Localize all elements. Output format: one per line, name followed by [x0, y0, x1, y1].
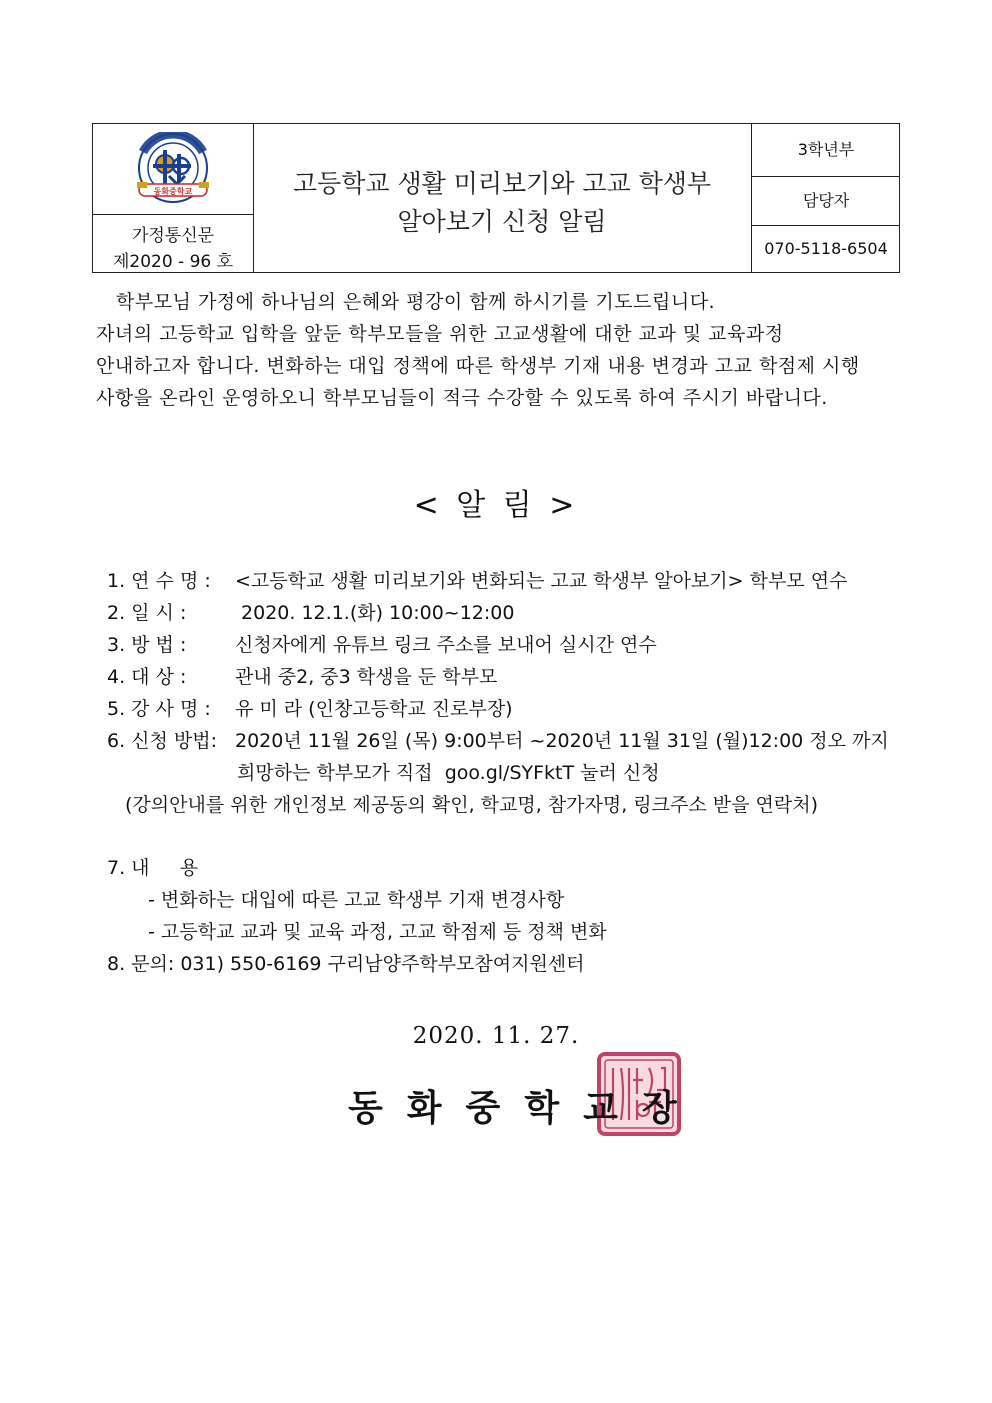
item-value: 관내 중2, 중3 학생을 둔 학부모 [235, 666, 498, 688]
intro-line1: 학부모님 가정에 하나님의 은혜와 평강이 함께 하시기를 기도드립니다. [116, 291, 716, 313]
content-sub-item: - 고등학교 교과 및 교육 과정, 고교 학점제 등 정책 변화 [148, 921, 607, 943]
item-label: 6. 신청 방법: [107, 730, 218, 752]
item-label: 2. 일 시 : [107, 602, 187, 624]
notice-number: 제2020 - 96 호 [112, 252, 234, 272]
department-label: 3학년부 [752, 124, 900, 177]
content-sub-item: - 변화하는 대입에 따른 고교 학생부 기재 변경사항 [148, 889, 565, 911]
item-value: 유 미 라 (인창고등학교 진로부장) [235, 698, 513, 720]
page-title-line1: 고등학교 생활 미리보기와 고교 학생부 [292, 169, 712, 198]
title-cell [253, 124, 751, 272]
application-note: (강의안내를 위한 개인정보 제공동의 확인, 학교명, 참가자명, 링크주소 받을 연락처) [125, 794, 818, 816]
contact-cell [751, 124, 900, 272]
item-course-name [107, 566, 847, 593]
contact-person-label: 담당자 [752, 177, 900, 226]
item-inquiry: 8. 문의: 031) 550-6169 구리남양주학부모참여지원센터 [107, 953, 585, 975]
page-title-line2: 알아보기 신청 알림 [397, 207, 607, 236]
item-label: 5. 강 사 명 : [107, 698, 211, 720]
logo-banner-text: 동화중학교 [153, 187, 193, 196]
intro-line2: 자녀의 고등학교 입학을 앞둔 학부모들을 위한 고교생활에 대한 교과 및 교육과정 [96, 323, 784, 345]
notice-type: 가정통신문 [131, 226, 215, 246]
item-value: 2020. 12.1.(화) 10:00~12:00 [235, 602, 515, 624]
school-name-signature: 동화중학교장 [348, 1088, 701, 1129]
contact-phone: 070-5118-6504 [764, 239, 888, 258]
header-table [92, 123, 900, 273]
issue-date: 2020. 11. 27. [412, 1023, 580, 1049]
item-label: 1. 연 수 명 : [107, 570, 211, 592]
notice-heading: < 알 림 > [413, 488, 579, 523]
notice-label-cell [93, 214, 253, 273]
item-target [107, 662, 497, 689]
item-value: 2020년 11월 26일 (목) 9:00부터 ~2020년 11월 31일 (월)12:00 정오 까지 [235, 730, 889, 752]
item-method [107, 630, 657, 657]
item-label: 4. 대 상 : [107, 666, 187, 688]
application-link-line: 희망하는 학부모가 직접 goo.gl/SYFktT 눌러 신청 [237, 762, 660, 784]
item-value: <고등학교 생활 미리보기와 변화되는 고교 학생부 알아보기> 학부모 연수 [235, 570, 848, 592]
item-content-label: 7. 내 용 [107, 857, 199, 879]
intro-line3: 안내하고자 합니다. 변화하는 대입 정책에 따른 학생부 기재 내용 변경과 고교 학점제 시행 [96, 355, 860, 377]
logo-cell [93, 124, 254, 272]
item-label: 3. 방 법 : [107, 634, 187, 656]
logo-area [93, 124, 253, 214]
item-value: 신청자에게 유튜브 링크 주소를 보내어 실시간 연수 [235, 634, 657, 656]
intro-line4: 사항을 온라인 운영하오니 학부모님들이 적극 수강할 수 있도록 하여 주시기 바랍니다. [96, 387, 828, 409]
item-application [107, 726, 889, 753]
item-datetime [107, 598, 514, 625]
item-lecturer [107, 694, 513, 721]
school-emblem-icon [133, 132, 213, 208]
